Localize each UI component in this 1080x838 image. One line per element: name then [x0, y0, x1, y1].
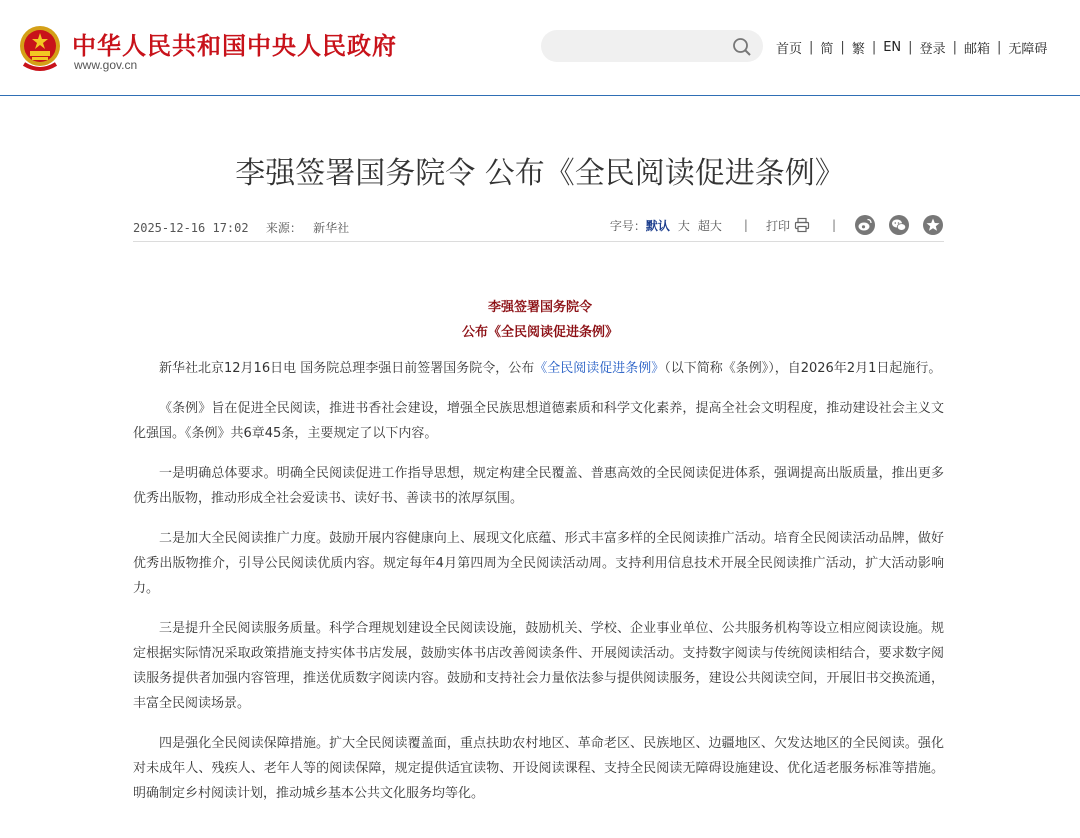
top-nav [776, 38, 1047, 57]
font-size-label: 字号： [609, 218, 646, 233]
article-paragraph: 三是提升全民阅读服务质量。科学合理规划建设全民阅读设施，鼓励机关、学校、企业事业单位、公共服务机构等设立相应阅读设施。规定根据实际情况采取政策措施支持实体书店发展，鼓励实体书店改善阅读条件、开展阅读活动。支持数字阅读与传统阅读相结合，要求数字阅读服务提供者加强内容管理，推送优质数字阅读内容。鼓励和支持社会力量依法参与提供阅读服务，建设公共阅读空间，开展旧书交换流通，丰富全民阅读场景。 [133, 621, 944, 711]
print-button[interactable] [766, 217, 810, 234]
nav-simplified[interactable]: 简 [820, 42, 834, 57]
nav-accessibility[interactable]: 无障碍 [1008, 42, 1048, 57]
article-paragraph [133, 356, 944, 381]
article-subheading-1: 李强签署国务院令 [487, 300, 592, 315]
article-paragraph: 《条例》旨在促进全民阅读，推进书香社会建设，增强全民族思想道德素质和科学文化素养，提高全社会文明程度，推动建设社会主义文化强国。《条例》共6章45条，主要规定了以下内容。 [133, 401, 944, 441]
article-paragraph: 二是加大全民阅读推广力度。鼓励开展内容健康向上、展现文化底蕴、形式丰富多样的全民阅读推广活动。培育全民阅读活动品牌，做好优秀出版物推介，引导公民阅读优质内容。规定每年4月第四周为全民阅读活动周。支持利用信息技术开展全民阅读推广活动，扩大活动影响力。 [133, 531, 944, 596]
nav-traditional[interactable]: 繁 [851, 42, 865, 57]
article-paragraph: 一是明确总体要求。明确全民阅读促进工作指导思想，规定构建全民覆盖、普惠高效的全民阅读促进体系，强调提高出版质量，推出更多优秀出版物，推动形成全社会爱读书、读好书、善读书的浓厚氛围。 [133, 466, 944, 506]
paragraph-text: （以下简称《条例》），自2026年2月1日起施行。 [664, 361, 942, 376]
paragraph-text: 新华社北京12月16日电 国务院总理李强日前签署国务院令，公布 [159, 361, 535, 376]
font-size-xlarge[interactable]: 超大 [697, 218, 722, 233]
site-url[interactable]: www.gov.cn [74, 58, 138, 72]
nav-separator: | [809, 40, 814, 55]
source-name: 新华社 [313, 221, 350, 235]
site-header [0, 0, 1080, 96]
nav-separator: | [840, 40, 845, 55]
search-box [541, 30, 763, 62]
nav-mailbox[interactable]: 邮箱 [963, 42, 990, 57]
search-icon[interactable] [732, 37, 752, 57]
nav-separator: | [908, 40, 913, 55]
nav-home[interactable]: 首页 [776, 42, 803, 57]
article-subheading-2: 公布《全民阅读促进条例》 [461, 325, 618, 340]
article-meta-bar [133, 212, 944, 242]
font-size-large[interactable]: 大 [677, 218, 690, 233]
nav-english[interactable]: EN [883, 40, 902, 55]
article-tools [610, 212, 944, 238]
font-size-default[interactable]: 默认 [645, 218, 670, 233]
regulation-link[interactable]: 《全民阅读促进条例》 [534, 361, 665, 376]
wechat-icon[interactable] [888, 214, 910, 236]
national-emblem-icon[interactable] [18, 24, 62, 72]
search-input[interactable] [555, 36, 725, 56]
tools-separator: | [743, 218, 748, 232]
favorite-star-icon[interactable] [922, 214, 944, 236]
nav-login[interactable]: 登录 [919, 42, 946, 57]
nav-separator: | [996, 40, 1002, 55]
nav-separator: | [871, 40, 877, 55]
article-paragraph: 四是强化全民阅读保障措施。扩大全民阅读覆盖面，重点扶助农村地区、革命老区、民族地区、边疆地区、欠发达地区的全民阅读。强化对未成年人、残疾人、老年人等的阅读保障，规定提供适宜读物、开设阅读课程、支持全民阅读无障碍设施建设、优化适老服务标准等措施。明确制定乡村阅读计划，推动城乡基本公共文化服务均等化。 [133, 736, 944, 801]
nav-separator: | [952, 40, 957, 55]
article-meta-info [133, 219, 359, 236]
tools-separator: | [831, 218, 836, 232]
weibo-icon[interactable] [854, 214, 876, 236]
article-title: 李强签署国务院令 公布《全民阅读促进条例》 [235, 156, 845, 191]
article-body [133, 356, 944, 821]
printer-icon [794, 217, 810, 233]
publish-datetime: 2025-12-16 17:02 [133, 221, 249, 235]
print-label: 打印 [765, 218, 790, 233]
site-title[interactable]: 中华人民共和国中央人民政府 [72, 32, 397, 60]
source-label: 来源： [265, 221, 302, 235]
